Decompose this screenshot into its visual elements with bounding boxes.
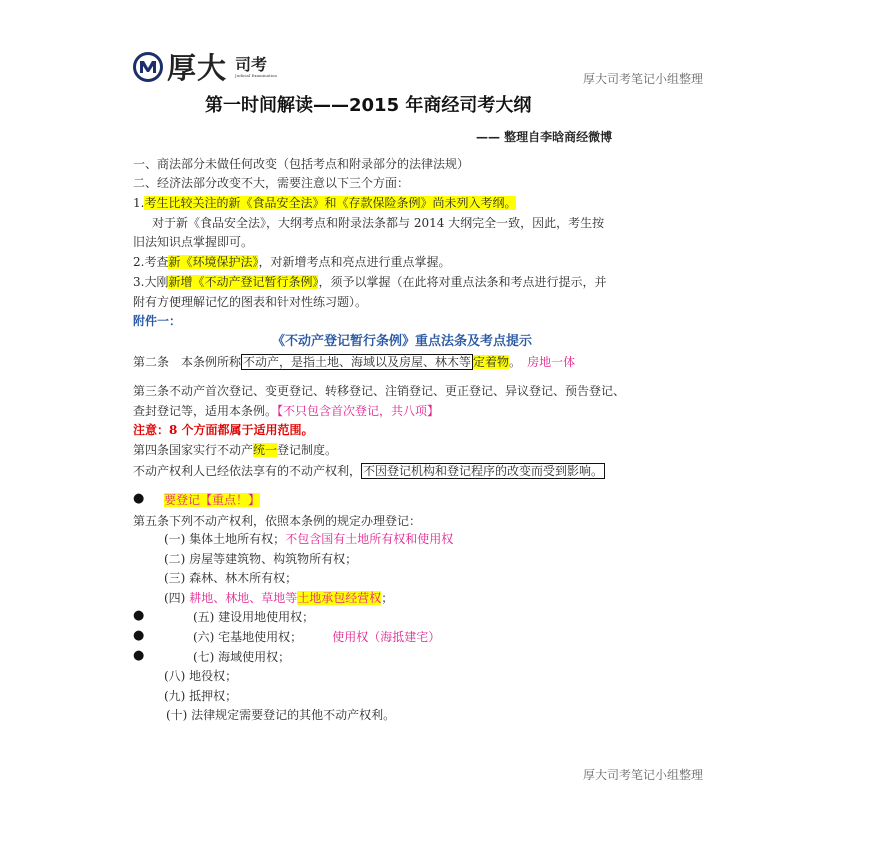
- list-item-7: (七) 海域使用权；: [193, 650, 291, 664]
- article-2-tail: 。: [509, 355, 516, 369]
- footer-note: 厚大司考笔记小组整理: [583, 768, 704, 782]
- point-2-tail: ，对新增考点和亮点进行重点掌握。: [258, 255, 451, 269]
- point-3-lead: 3.大刚: [133, 275, 169, 289]
- article-2-highlight: 定着物: [473, 355, 510, 369]
- intro-line-2: 二、经济法部分改变不大，需要注意以下三个方面：: [133, 176, 410, 190]
- article-2-lead: 第二条 本条例所称: [133, 355, 242, 369]
- section-title: 《不动产登记暂行条例》重点法条及考点提示: [272, 334, 533, 349]
- point-2: [133, 254, 450, 270]
- bullet-dot-icon: ●: [133, 628, 145, 643]
- article-4-tail: 登记制度。: [277, 443, 338, 457]
- point-1: [133, 195, 516, 211]
- list-item-2: (二) 房屋等建筑物、构筑物所有权；: [164, 552, 358, 566]
- article-3-note: 【不只包含首次登记，共八项】: [277, 404, 440, 418]
- point-2-highlight: 新《环境保护法》: [168, 255, 259, 269]
- bullet-item: [164, 492, 260, 508]
- article-4-line-2: [133, 463, 605, 479]
- article-3-line-1: 第三条不动产首次登记、变更登记、转移登记、注销登记、更正登记、异议登记、预告登记、: [133, 384, 626, 398]
- list-item-1-text: (一) 集体土地所有权；: [164, 532, 286, 546]
- bullet-note: 【重点！】: [200, 493, 261, 507]
- article-4-text: 不动产权利人已经依法享有的不动产权利，: [133, 464, 362, 478]
- list-item-1: [164, 531, 453, 547]
- houda-logo-icon: [133, 52, 163, 82]
- list-item-6: [193, 629, 440, 645]
- article-3-text: 查封登记等，适用本条例。: [133, 404, 278, 418]
- list-item-4: [164, 590, 393, 606]
- point-1-body-1: 对于新《食品安全法》，大纲考点和附录法条都与 2014 大纲完全一致，因此，考生按: [152, 216, 605, 230]
- bullet-dot-icon: ●: [133, 491, 145, 506]
- list-item-8: (八) 地役权；: [164, 669, 238, 683]
- list-item-4-tail: ；: [381, 591, 394, 605]
- article-4-boxed: 不因登记机构和登记程序的改变而受到影响。: [363, 464, 604, 478]
- list-item-1-note: 不包含国有土地所有权和使用权: [285, 532, 454, 546]
- point-3-tail: ，须予以掌握（在此将对重点法条和考点进行提示，并: [318, 275, 607, 289]
- document-title: 第一时间解读——2015 年商经司考大纲: [205, 95, 532, 116]
- bullet-highlight: 要登记: [164, 493, 201, 507]
- article-3-line-2: [133, 403, 439, 419]
- bullet-dot-icon: ●: [133, 648, 145, 663]
- logo-subtext: 司考: [235, 54, 268, 74]
- article-4-lead: 第四条国家实行不动产: [133, 443, 254, 457]
- point-3: [133, 274, 606, 290]
- list-item-4-number: (四): [164, 591, 190, 605]
- point-2-lead: 2.考查: [133, 255, 169, 269]
- list-item-4-pink: 耕地、林地、草地等: [189, 591, 298, 605]
- bullet-dot-icon: ●: [133, 608, 145, 623]
- article-3-attention: 注意：8 个方面都属于适用范围。: [133, 423, 314, 437]
- article-2-note: 房地一体: [527, 355, 576, 369]
- document-subtitle: —— 整理自李晗商经微博: [476, 130, 613, 144]
- logo-text: 厚大: [167, 51, 228, 85]
- article-2: [133, 354, 575, 370]
- logo: [133, 46, 277, 87]
- list-item-6-note: 使用权（海抵建宅）: [332, 630, 441, 644]
- list-item-3: (三) 森林、林木所有权；: [164, 571, 298, 585]
- attachment-label: 附件一：: [133, 314, 182, 328]
- point-1-number: 1.: [133, 196, 145, 210]
- list-item-9: (九) 抵押权；: [164, 689, 238, 703]
- header-note: 厚大司考笔记小组整理: [583, 72, 704, 86]
- intro-line-1: 一、商法部分未做任何改变（包括考点和附录部分的法律法规）: [133, 157, 470, 171]
- list-item-5: (五) 建设用地使用权；: [193, 610, 315, 624]
- list-item-6-text: (六) 宅基地使用权；: [193, 630, 303, 644]
- point-1-highlight: 考生比较关注的新《食品安全法》和《存款保险条例》尚未列入考纲。: [144, 196, 517, 210]
- point-1-body-2: 旧法知识点掌握即可。: [133, 235, 254, 249]
- article-5: 第五条下列不动产权利，依照本条例的规定办理登记：: [133, 514, 422, 528]
- logo-english: Judicial Examination: [235, 72, 277, 78]
- article-2-boxed: 不动产，是指土地、海域以及房屋、林木等: [243, 355, 472, 369]
- point-3-highlight: 新增《不动产登记暂行条例》: [168, 275, 319, 289]
- article-4-highlight: 统一: [253, 443, 278, 457]
- point-3-body: 附有方便理解记忆的图表和针对性练习题）。: [133, 295, 368, 309]
- list-item-4-highlight: 土地承包经营权: [297, 591, 382, 605]
- article-4: [133, 442, 337, 458]
- list-item-10: (十) 法律规定需要登记的其他不动产权利。: [166, 708, 396, 722]
